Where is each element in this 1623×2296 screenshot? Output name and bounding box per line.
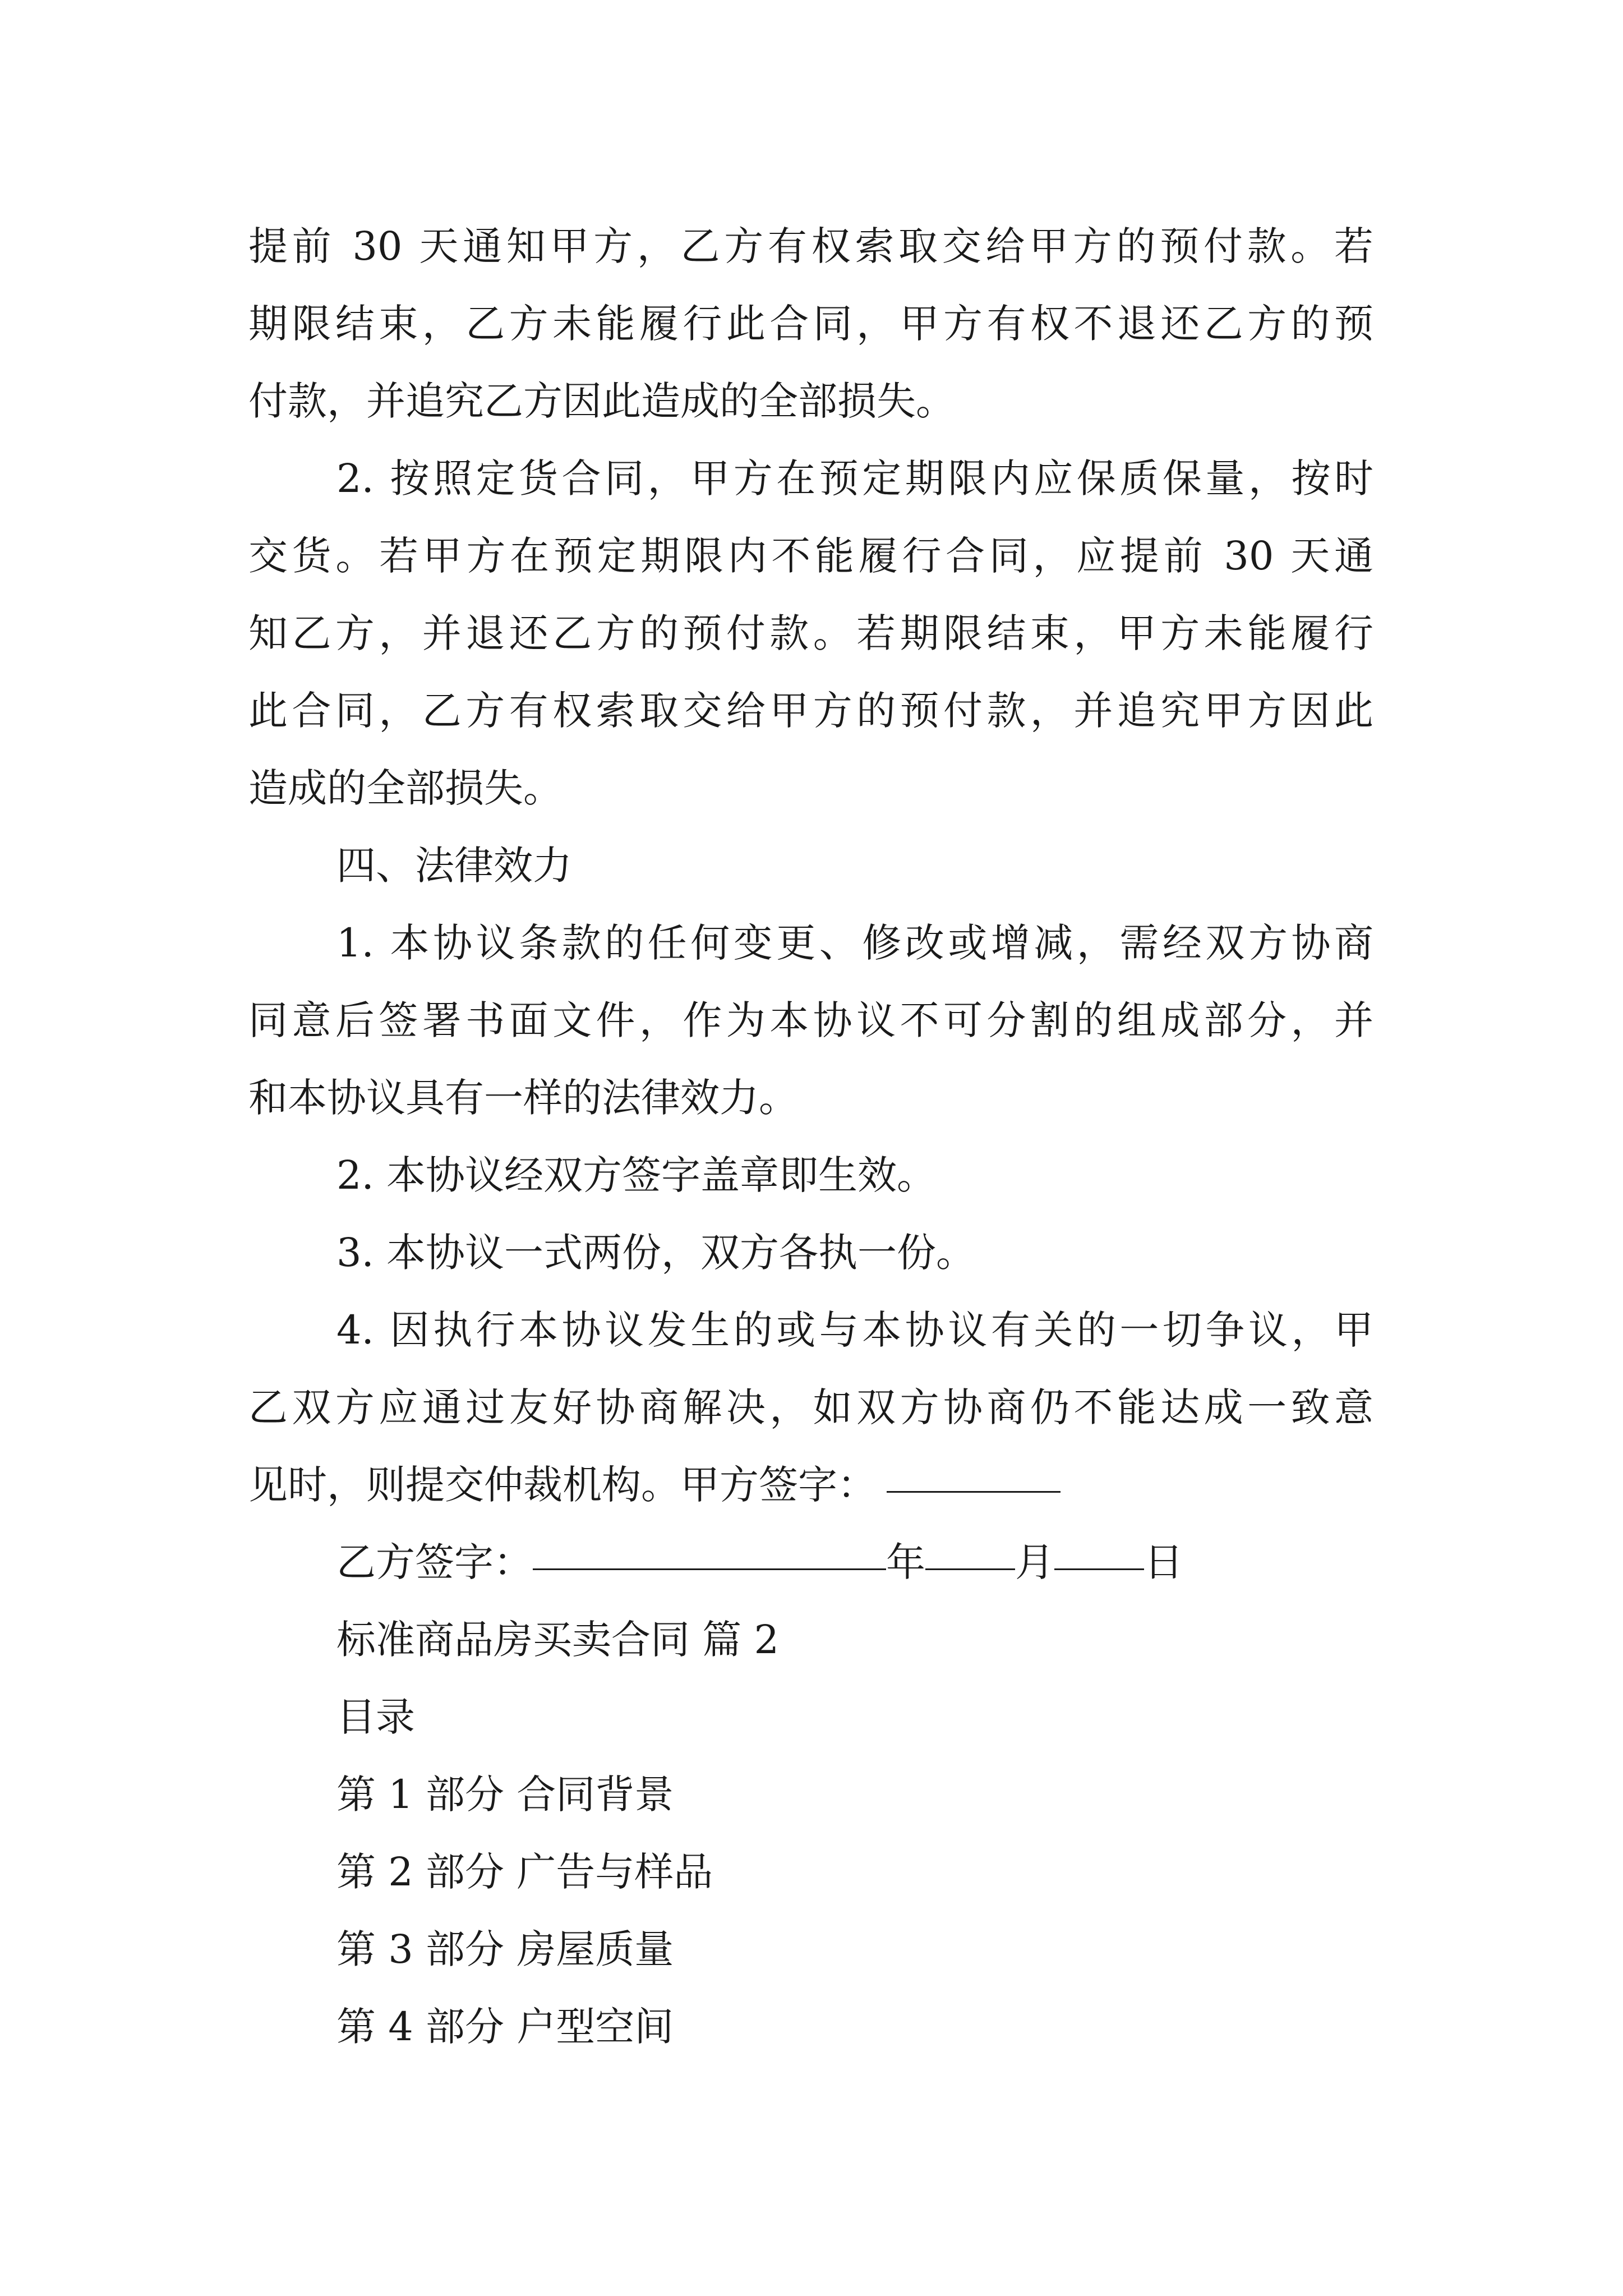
date-month-label: 月 bbox=[1015, 1539, 1054, 1585]
paragraph-line: 3. 本协议一式两份，双方各执一份。 bbox=[336, 1230, 976, 1276]
party-b-signature-line bbox=[336, 1524, 1183, 1601]
paragraph-line: 造成的全部损失。 bbox=[248, 765, 562, 811]
party-b-signature-label: 乙方签字： bbox=[336, 1539, 533, 1585]
party-a-signature-label: 见时，则提交仲裁机构。甲方签字： bbox=[248, 1462, 877, 1508]
paragraph-line: 4. 因执行本协议发生的或与本协议有关的一切争议，甲 bbox=[336, 1307, 1373, 1353]
paragraph-line: 乙双方应通过友好协商解决，如双方协商仍不能达成一致意 bbox=[248, 1384, 1373, 1430]
paragraph-line: 此合同，乙方有权索取交给甲方的预付款，并追究甲方因此 bbox=[248, 688, 1373, 734]
paragraph-line: 期限结束，乙方未能履行此合同，甲方有权不退还乙方的预 bbox=[248, 301, 1373, 347]
section-heading: 四、法律效力 bbox=[336, 843, 572, 889]
toc-item: 第 4 部分 户型空间 bbox=[336, 2004, 674, 2050]
paragraph-line: 提前 30 天通知甲方，乙方有权索取交给甲方的预付款。若 bbox=[248, 223, 1373, 269]
party-a-signature-line bbox=[248, 1446, 1061, 1524]
paragraph-line: 2. 按照定货合同，甲方在预定期限内应保质保量，按时 bbox=[336, 455, 1373, 501]
paragraph-line: 2. 本协议经双方签字盖章即生效。 bbox=[336, 1152, 937, 1198]
toc-heading: 目录 bbox=[336, 1694, 415, 1740]
party-b-signature-blank bbox=[533, 1524, 886, 1570]
paragraph-line: 1. 本协议条款的任何变更、修改或增减，需经双方协商 bbox=[336, 920, 1373, 966]
contract-title: 标准商品房买卖合同 篇 2 bbox=[336, 1617, 780, 1663]
paragraph-line: 同意后签署书面文件，作为本协议不可分割的组成部分，并 bbox=[248, 997, 1373, 1043]
paragraph-line: 交货。若甲方在预定期限内不能履行合同，应提前 30 天通 bbox=[248, 533, 1373, 579]
date-day-blank bbox=[1054, 1524, 1144, 1570]
toc-item: 第 3 部分 房屋质量 bbox=[336, 1926, 674, 1972]
paragraph-line: 知乙方，并退还乙方的预付款。若期限结束，甲方未能履行 bbox=[248, 610, 1373, 656]
party-a-signature-blank bbox=[887, 1446, 1061, 1493]
toc-item: 第 1 部分 合同背景 bbox=[336, 1772, 674, 1818]
date-year-label: 年 bbox=[886, 1539, 925, 1585]
paragraph-line: 和本协议具有一样的法律效力。 bbox=[248, 1075, 798, 1121]
date-day-label: 日 bbox=[1144, 1539, 1183, 1585]
toc-item: 第 2 部分 广告与样品 bbox=[336, 1849, 713, 1895]
paragraph-line: 付款，并追究乙方因此造成的全部损失。 bbox=[248, 378, 955, 424]
date-month-blank bbox=[925, 1524, 1015, 1570]
